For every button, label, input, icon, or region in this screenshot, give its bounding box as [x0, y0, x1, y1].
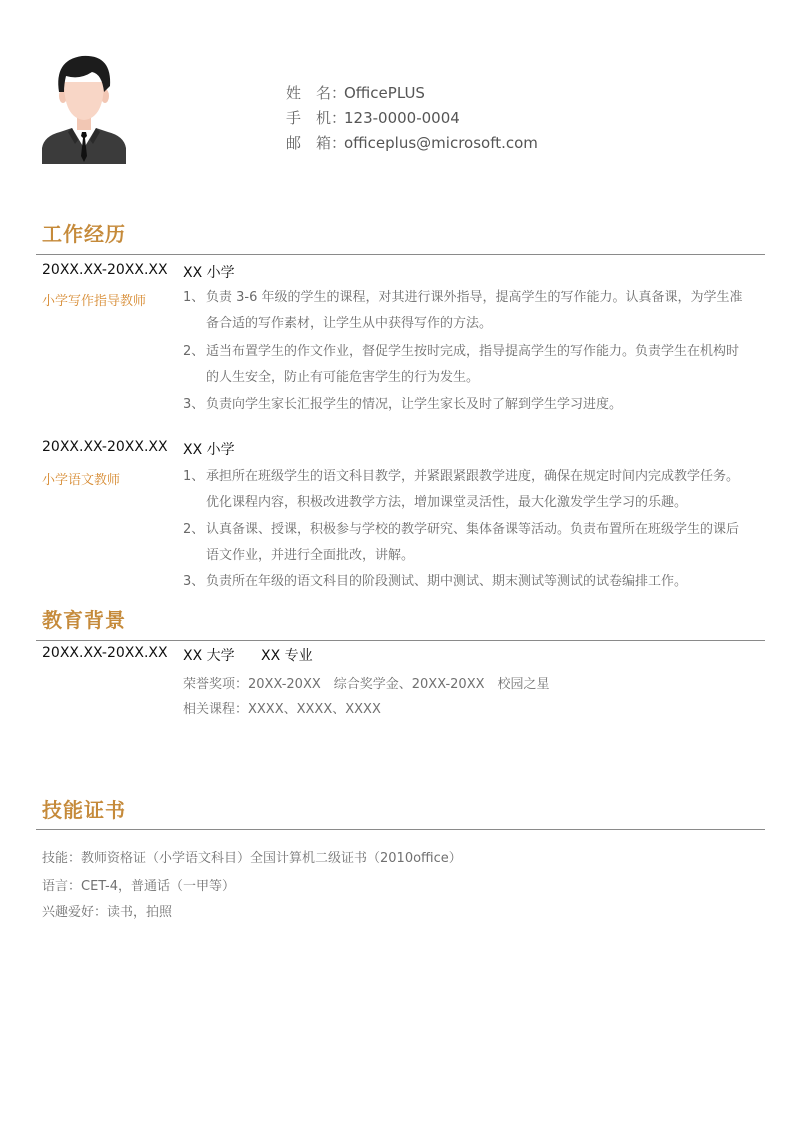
bullet-text: 适当布置学生的作文作业，督促学生按时完成，指导提高学生的写作能力。负责学生在机构时	[206, 344, 740, 359]
work-1-bullet-1	[183, 285, 768, 337]
name-value: OfficePLUS	[344, 84, 425, 102]
skills-section-title: 技能证书	[42, 798, 126, 822]
education-major: XX 专业	[261, 648, 313, 664]
work-section-rule	[36, 254, 765, 255]
bullet-text-continued: 优化课程内容，积极改进教学方法，增加课堂灵活性，最大化激发学生学习的乐趣。	[206, 495, 688, 510]
work-1-bullet-3	[183, 392, 768, 418]
bullet-number: 3、	[183, 574, 205, 589]
avatar	[42, 52, 126, 164]
bullet-number: 2、	[183, 522, 205, 537]
education-school: XX 大学	[183, 648, 235, 664]
bullet-number: 1、	[183, 469, 205, 484]
work-2-bullet-2	[183, 517, 768, 569]
bullet-number: 3、	[183, 397, 205, 412]
work-2-date: 20XX.XX-20XX.XX	[42, 439, 168, 455]
email-value: officeplus@microsoft.com	[344, 134, 538, 152]
bullet-text-continued: 备合适的写作素材，让学生从中获得写作的方法。	[206, 316, 493, 331]
phone-label: 手 机：	[286, 109, 347, 127]
work-2-bullet-1	[183, 464, 768, 516]
education-honors: 荣誉奖项：20XX-20XX 综合奖学金、20XX-20XX 校园之星	[183, 677, 550, 692]
skills-section-rule	[36, 829, 765, 830]
bullet-text: 认真备课、授课，积极参与学校的教学研究、集体备课等活动。负责布置所在班级学生的课后	[206, 522, 740, 537]
name-label: 姓 名：	[286, 84, 347, 102]
work-2-bullet-3	[183, 569, 768, 595]
bullet-text-continued: 的人生安全，防止有可能危害学生的行为发生。	[206, 370, 480, 385]
education-courses: 相关课程：XXXX、XXXX、XXXX	[183, 702, 381, 717]
skills-language: 语言：CET-4，普通话（一甲等）	[42, 879, 236, 894]
work-1-date: 20XX.XX-20XX.XX	[42, 262, 168, 278]
work-1-org: XX 小学	[183, 265, 235, 281]
phone-value: 123-0000-0004	[344, 109, 460, 127]
skills-hobbies: 兴趣爱好：读书，拍照	[42, 905, 173, 920]
education-date: 20XX.XX-20XX.XX	[42, 645, 168, 661]
bullet-number: 2、	[183, 344, 205, 359]
work-2-org: XX 小学	[183, 442, 235, 458]
contact-name	[286, 82, 425, 103]
work-section-title: 工作经历	[42, 222, 126, 246]
bullet-text: 负责所在年级的语文科目的阶段测试、期中测试、期末测试等测试的试卷编排工作。	[206, 574, 688, 589]
contact-phone	[286, 107, 460, 128]
work-1-role: 小学写作指导教师	[42, 294, 147, 309]
bullet-number: 1、	[183, 290, 205, 305]
work-1-bullet-2	[183, 339, 768, 391]
bullet-text: 承担所在班级学生的语文科目教学，并紧跟紧跟教学进度，确保在规定时间内完成教学任务。	[206, 469, 740, 484]
bullet-text-continued: 语文作业，并进行全面批改，讲解。	[206, 548, 415, 563]
skills-certificates: 技能：教师资格证（小学语文科目）全国计算机二级证书（2010office）	[42, 851, 462, 866]
work-2-role: 小学语文教师	[42, 473, 121, 488]
education-section-title: 教育背景	[42, 608, 126, 632]
bullet-text: 负责 3-6 年级的学生的课程，对其进行课外指导，提高学生的写作能力。认真备课，为学生准	[206, 290, 743, 305]
contact-email	[286, 132, 538, 153]
email-label: 邮 箱：	[286, 134, 347, 152]
education-section-rule	[36, 640, 765, 641]
bullet-text: 负责向学生家长汇报学生的情况，让学生家长及时了解到学生学习进度。	[206, 397, 623, 412]
